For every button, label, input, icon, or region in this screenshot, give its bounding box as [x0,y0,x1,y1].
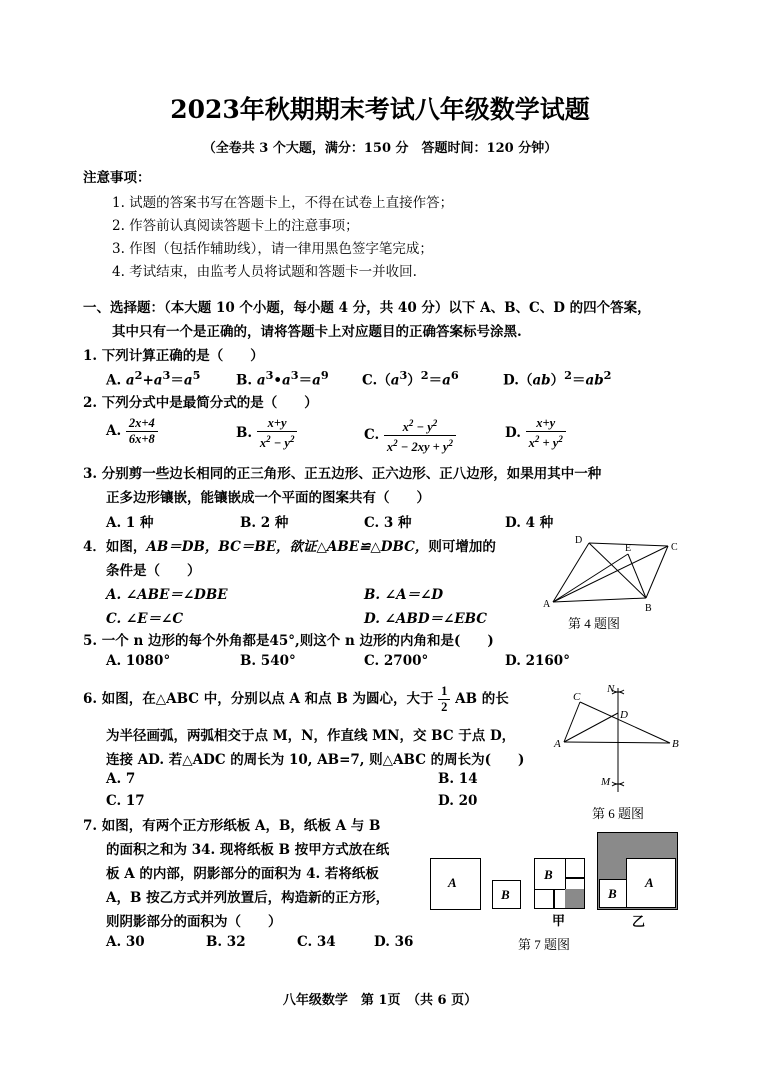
q2-option-b: B. $\frac{x+y}{x^2 - y^2}$ [236,416,297,451]
q4-option-d: D. ∠ABD＝∠EBC [364,611,488,627]
q6-figure-caption: 第 6 题图 [592,806,645,821]
q1-option-b: B. $a^3•a^3=a^9$ [236,368,329,389]
q7-stem: 7. 如图，有两个正方形纸板 A，B，纸板 A 与 B [83,818,381,834]
q7-option-d: D. 36 [374,934,414,950]
point-label: D [575,535,583,546]
q7-stem-cont: A，B 按乙方式并列放置后，构造新的正方形， [106,890,390,906]
q6-stem-cont: 连接 AD. 若△ADC 的周长为 10, AB=7, 则△ABC 的周长为( ) [106,752,525,768]
note-item: 2. 作答前认真阅读答题卡上的注意事项； [112,218,359,234]
section-heading: 一、选择题：（本大题 10 个小题，每小题 4 分，共 40 分）以下 A、B、C、D 的四个答案， [83,300,651,316]
point-label: N [607,683,615,695]
arrangement-jia: B [534,858,585,909]
q4-stem: 4．如图，AB＝DB，BC＝BE，欲证△ABE≌△DBC，则可增加的 [83,539,496,555]
q5-option-a: A. 1080° [106,653,171,669]
q4-option-c: C. ∠E＝∠C [106,611,184,627]
section-heading-cont: 其中只有一个是正确的，请将答题卡上对应题目的正确答案标号涂黑. [112,324,522,340]
q6-figure [552,680,682,800]
q7-option-a: A. 30 [106,934,145,950]
q4-stem-cont: 条件是（ ） [106,563,201,579]
q1-option-c: $C.(a^3)^2=a^6$ [362,368,459,389]
q3-option-a: A. 1 种 [106,515,154,531]
q6-option-a: A. 7 [106,771,136,787]
q1-option-d: $D.(ab)^2=ab^2$ [503,368,612,389]
q7-stem-cont: 板 A 的内部，阴影部分的面积为 4. 若将纸板 [106,866,379,882]
point-label: B [672,738,679,750]
q2-option-d: D. $\frac{x+y}{x^2 + y^2}$ [505,416,566,451]
q2-option-a: A. $\frac{2x+4}{6x+8}$ [106,416,158,447]
q6-option-b: B. 14 [438,771,478,787]
q4-option-b: B. ∠A＝∠D [364,587,444,603]
point-label: C [573,691,581,703]
q3-stem: 3. 分别剪一些边长相同的正三角形、正五边形、正六边形、正八边形，如果用其中一种 [83,466,602,482]
q1-option-a: A. $a^2+a^3=a^5$ [106,368,201,389]
q4-option-a: A. ∠ABE＝∠DBE [106,587,228,603]
q4-figure-caption: 第 4 题图 [568,616,621,631]
q6-stem: 6. 如图，在△ABC 中，分别以点 A 和点 B 为圆心，大于 $\frac{1}{2}$ AB 的长 [83,684,509,714]
q7-option-c: C. 34 [297,934,336,950]
q3-stem-cont: 正多边形镶嵌，能镶嵌成一个平面的图案共有（ ） [106,490,430,506]
q3-option-d: D. 4 种 [505,515,554,531]
point-label: M [601,776,611,788]
q5-option-b: B. 540° [240,653,296,669]
square-b: B [492,880,521,909]
q7-option-b: B. 32 [206,934,246,950]
notes-heading: 注意事项： [83,170,151,186]
page-title: 2023年秋期期末考试八年级数学试题 [170,95,590,124]
q5-option-d: D. 2160° [505,653,570,669]
q6-option-c: C. 17 [106,793,145,809]
q6-option-d: D. 20 [438,793,478,809]
point-label: C [671,542,678,553]
page-footer: 八年级数学 第 1页 （共 6 页） [282,993,478,1008]
q3-option-b: B. 2 种 [240,515,289,531]
q6-stem-cont: 为半径画弧，两弧相交于点 M，N，作直线 MN，交 BC 于点 D， [106,728,516,744]
label-jia: 甲 [552,913,566,928]
note-item: 1. 试题的答案书写在答题卡上，不得在试卷上直接作答； [112,195,454,211]
arrangement-yi: B A [597,832,678,910]
label-yi: 乙 [632,914,646,929]
q7-figure-caption: 第 7 题图 [518,937,571,952]
note-item: 3. 作图（包括作辅助线），请一律用黑色签字笔完成； [112,241,433,257]
q4-figure [538,530,688,615]
point-label: A [543,599,551,610]
q2-option-c: C. $\frac{x^2 - y^2}{x^2 - 2xy + y^2}$ [364,416,456,455]
point-label: D [620,709,628,721]
q7-stem-cont: 则阴影部分的面积为（ ） [106,914,282,930]
q5-option-c: C. 2700° [364,653,429,669]
q5-stem: 5. 一个 n 边形的每个外角都是45°,则这个 n 边形的内角和是( ) [83,633,494,649]
q3-option-c: C. 3 种 [364,515,412,531]
q1-stem: 1. 下列计算正确的是（ ） [83,348,264,364]
q7-stem-cont: 的面积之和为 34. 现将纸板 B 按甲方式放在纸 [106,842,390,858]
q2-stem: 2. 下列分式中是最简分式的是（ ） [83,395,318,411]
point-label: E [625,543,632,554]
note-item: 4. 考试结束，由监考人员将试题和答题卡一并收回. [112,264,417,280]
exam-info: （全卷共 3 个大题，满分：150 分 答题时间：120 分钟） [202,141,558,156]
point-label: B [645,603,652,614]
square-a: A [430,858,481,910]
point-label: A [554,738,561,750]
